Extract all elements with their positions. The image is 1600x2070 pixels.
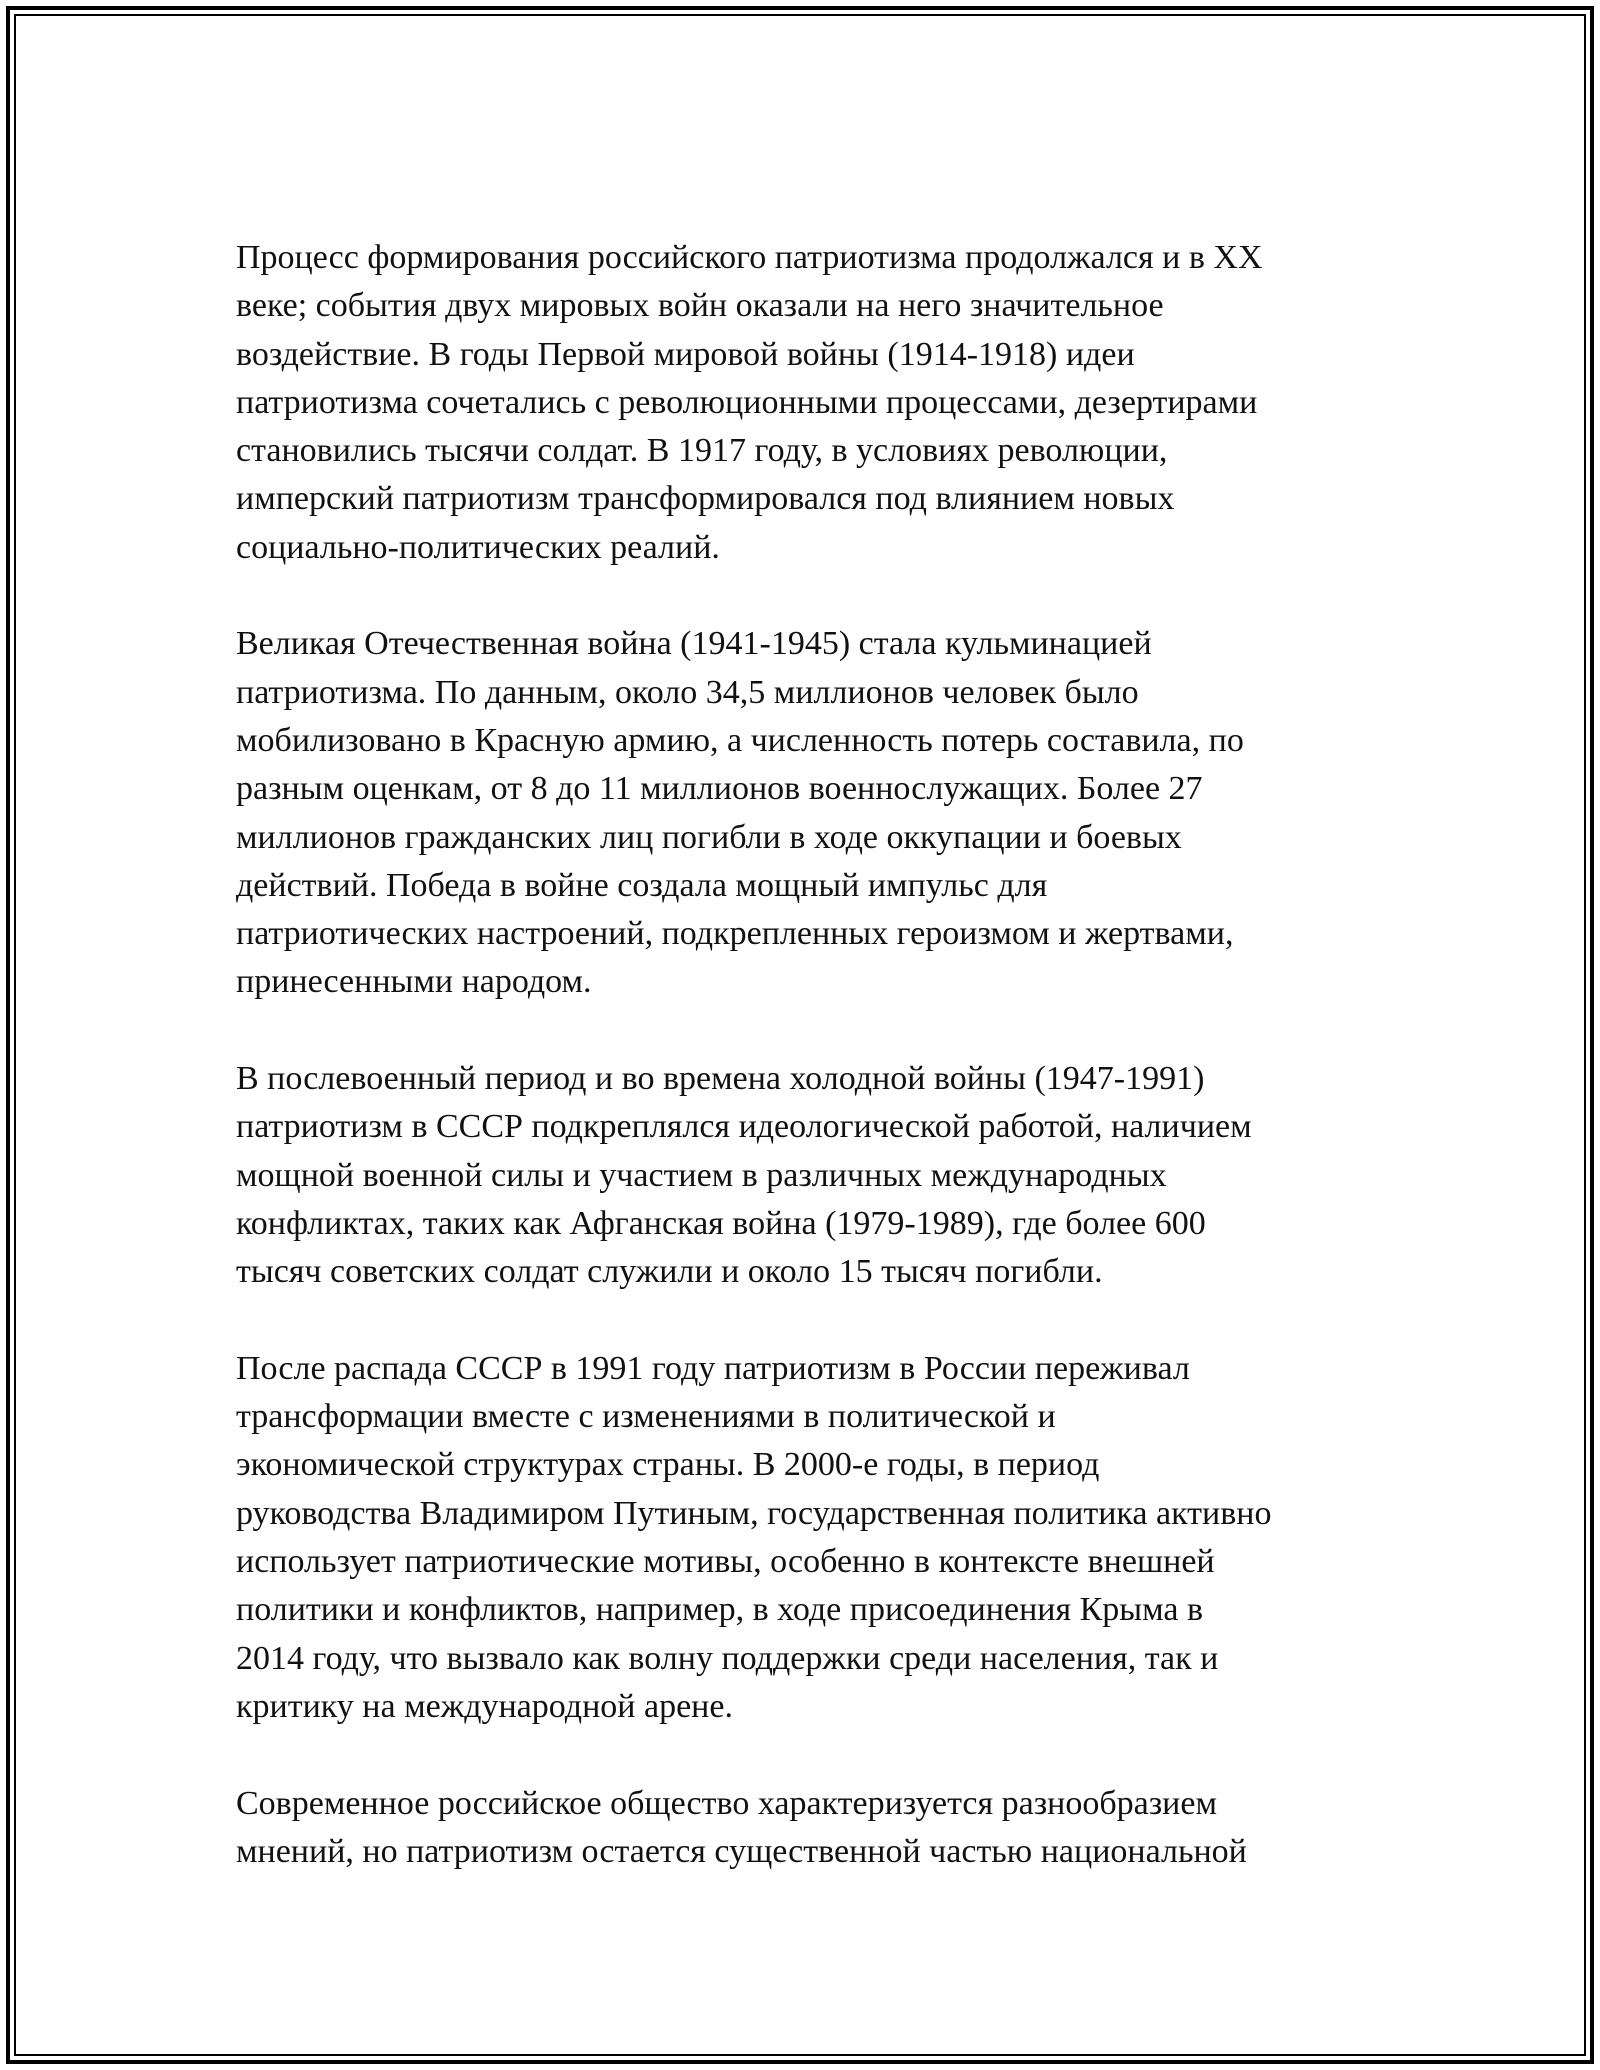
text-line: принесенными народом. [236,963,592,1001]
text-line: миллионов гражданских лиц погибли в ходе оккупации и боевых [236,818,1182,856]
paragraph-2 [236,620,1406,1006]
text-line: Великая Отечественная война (1941-1945) стала кульминацией [236,625,1152,663]
text-line: Процесс формирования российского патриотизма продолжался и в XX [236,239,1263,276]
paragraph-3 [236,1055,1406,1296]
paragraph-4 [236,1345,1406,1731]
text-line: действий. Победа в войне создала мощный импульс для [236,866,1048,904]
text-line: патриотических настроений, подкрепленных героизмом и жертвами, [236,915,1234,953]
text-line: патриотизм в СССР подкреплялся идеологической работой, наличием [236,1108,1252,1146]
text-line: веке; события двух мировых войн оказали на него значительное [236,287,1164,325]
text-line: 2014 году, что вызвало как волну поддержки среди населения, так и [236,1639,1219,1677]
text-line: конфликтах, таких как Афганская война (1979-1989), где более 600 [236,1204,1206,1242]
text-line: мощной военной силы и участием в различных международных [236,1156,1167,1194]
document-body [236,234,1406,1924]
text-line: политики и конфликтов, например, в ходе присоединения Крыма в [236,1591,1204,1629]
text-line: критику на международной арене. [236,1687,733,1725]
text-line: мнений, но патриотизм остается существенной частью национальной [236,1832,1247,1870]
text-line: воздействие. В годы Первой мировой войны (1914-1918) идеи [236,335,1135,373]
text-line: имперский патриотизм трансформировался под влиянием новых [236,480,1175,518]
text-line: руководства Владимиром Путиным, государственная политика активно [236,1494,1272,1532]
text-line: После распада СССР в 1991 году патриотизм в России переживал [236,1349,1190,1387]
text-line: экономической структурах страны. В 2000-е годы, в период [236,1446,1100,1484]
text-line: тысяч советских солдат служили и около 15 тысяч погибли. [236,1253,1103,1291]
text-line: мобилизовано в Красную армию, а численность потерь составила, по [236,721,1244,759]
text-line: разным оценкам, от 8 до 11 миллионов военнослужащих. Более 27 [236,770,1203,808]
text-line: становились тысячи солдат. В 1917 году, в условиях революции, [236,432,1168,470]
paragraph-5 [236,1780,1406,1877]
text-line: В послевоенный период и во времена холодной войны (1947-1991) [236,1060,1205,1098]
text-line: трансформации вместе с изменениями в политической и [236,1398,1056,1436]
text-line: Современное российское общество характеризуется разнообразием [236,1784,1217,1822]
paragraph-1 [236,234,1406,572]
text-line: социально-политических реалий. [236,528,720,566]
text-line: патриотизма сочетались с революционными процессами, дезертирами [236,383,1258,421]
text-line: использует патриотические мотивы, особенно в контексте внешней [236,1543,1215,1581]
text-line: патриотизма. По данным, около 34,5 миллионов человек было [236,673,1139,711]
